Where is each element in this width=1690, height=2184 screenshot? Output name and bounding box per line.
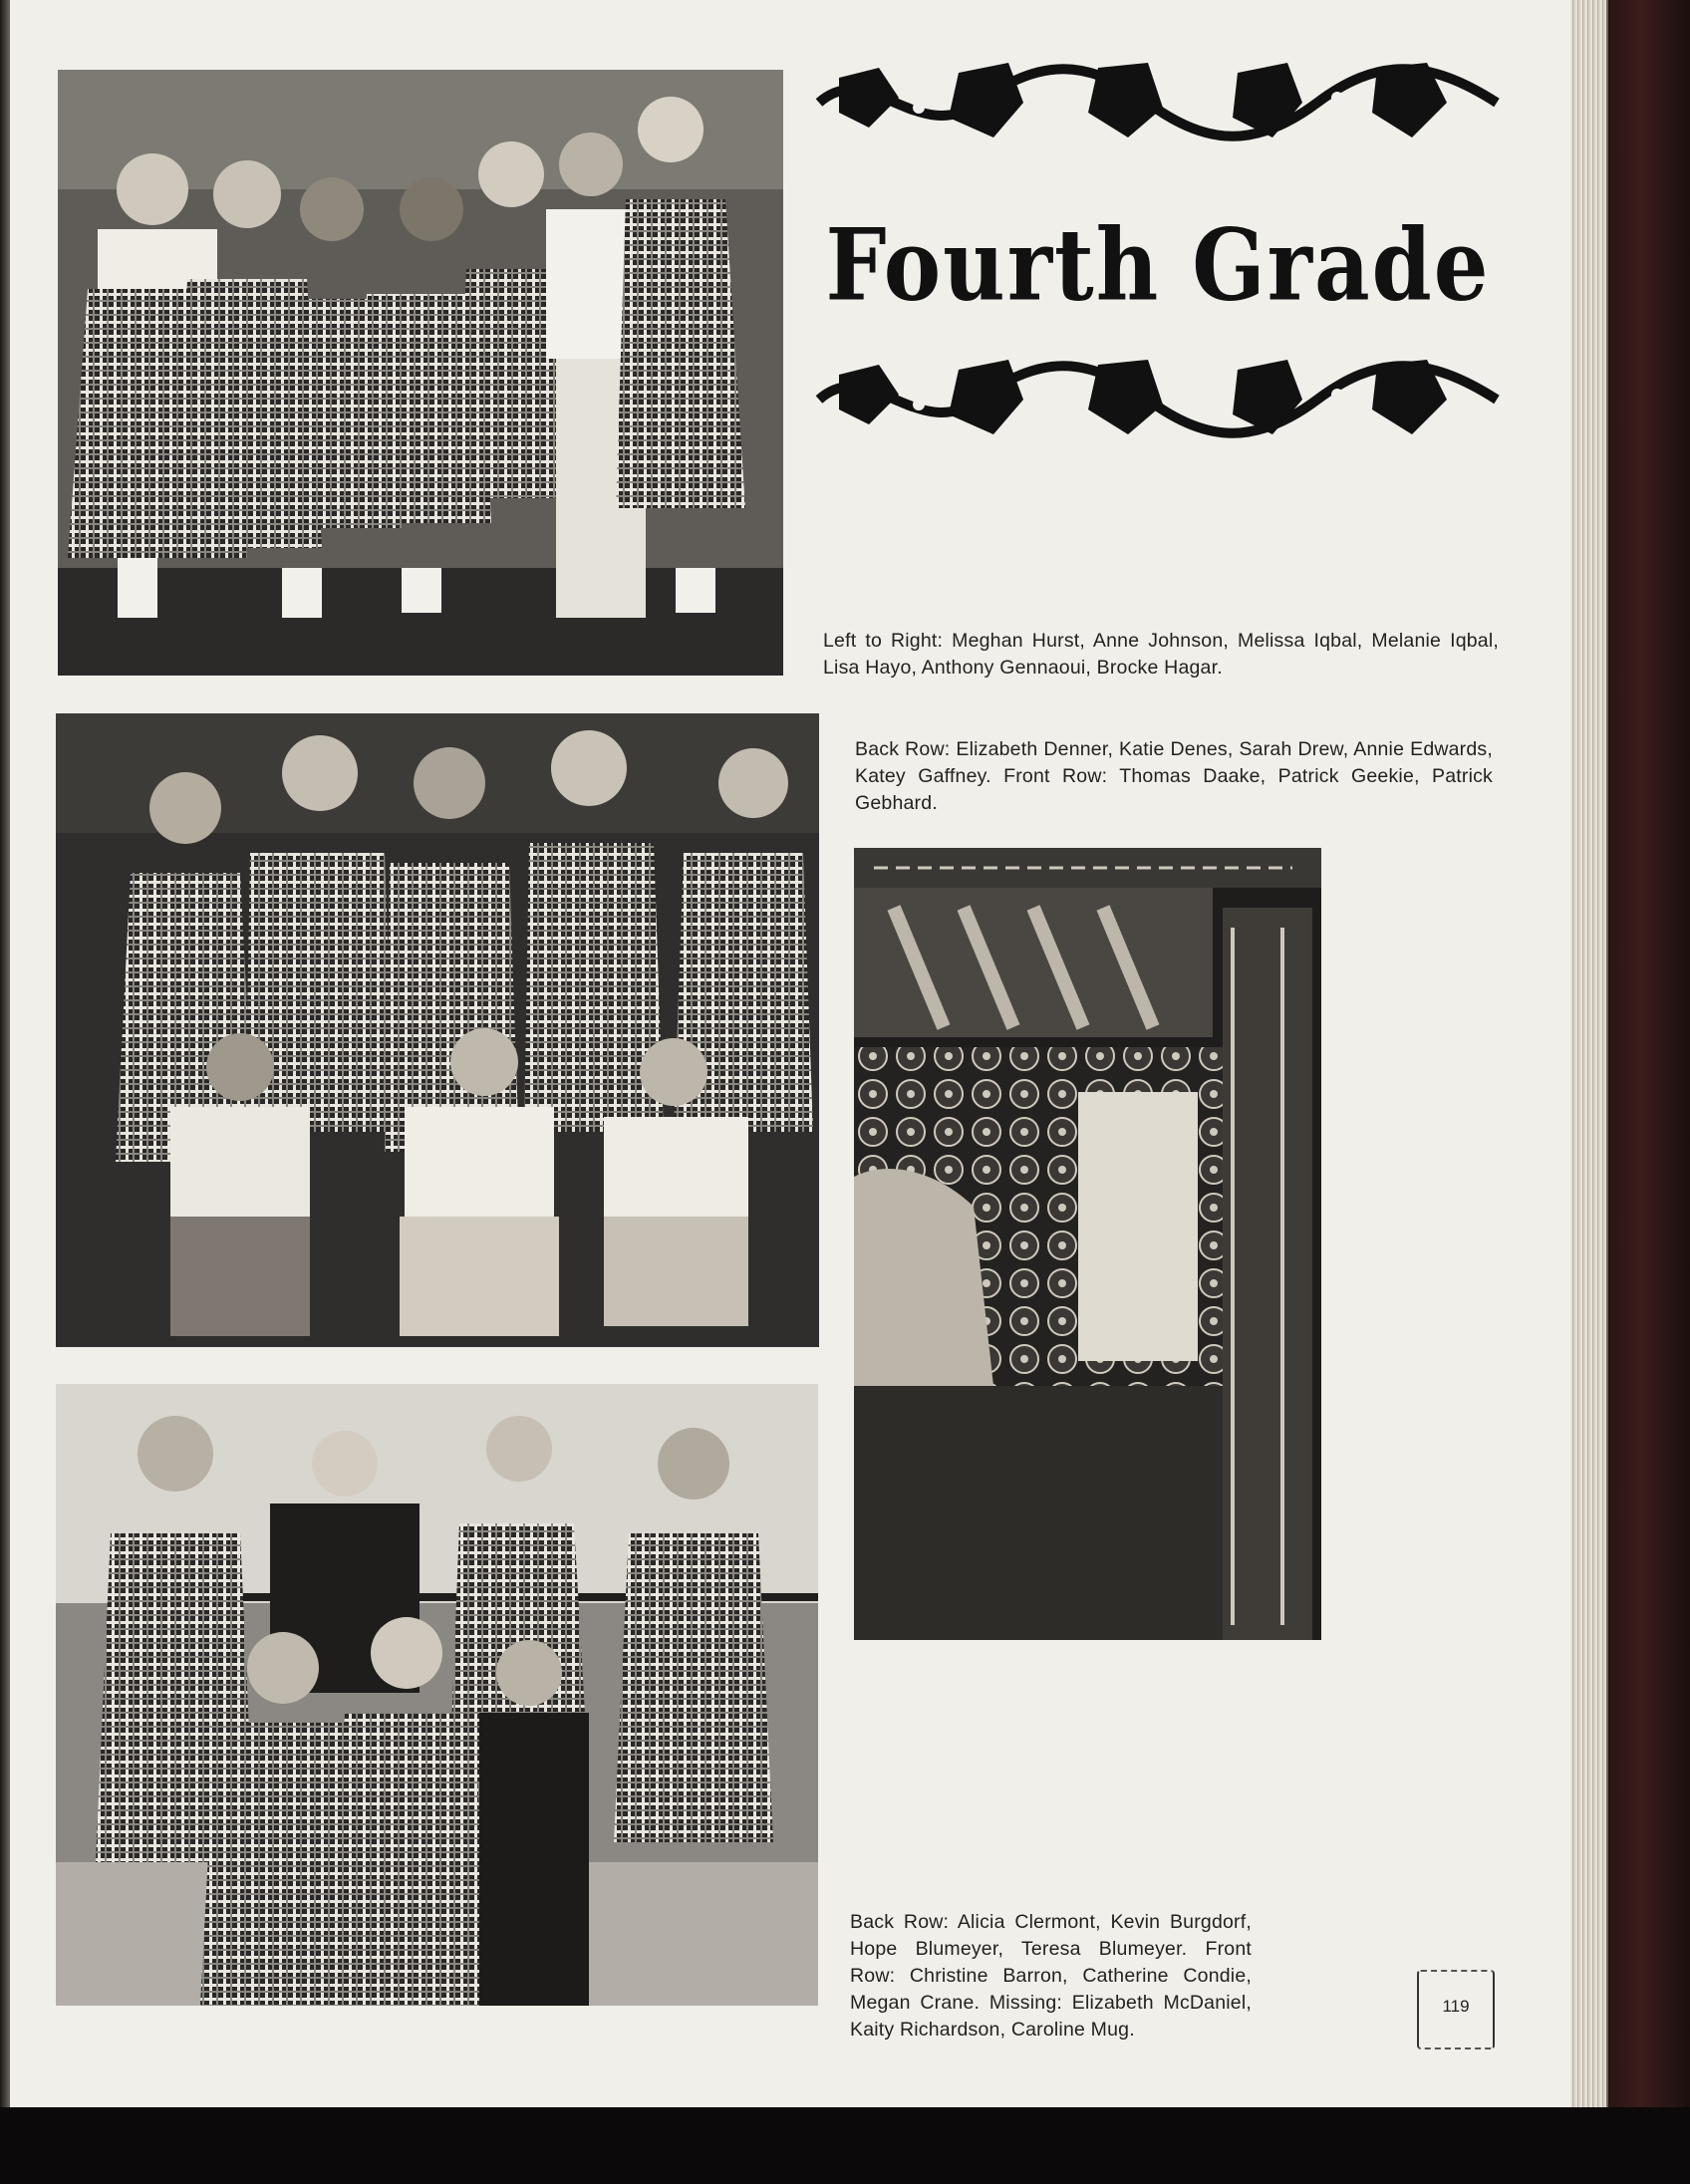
vine-ornament-top <box>809 58 1507 147</box>
page-edges <box>1570 0 1608 2112</box>
class-photo-2 <box>56 713 819 1347</box>
mural-image <box>854 848 1321 1640</box>
bottom-shadow <box>0 2107 1690 2184</box>
page-number: 119 <box>1442 1997 1470 2016</box>
page-number-box <box>1417 1970 1495 2049</box>
page-title: Fourth Grade <box>825 207 1491 324</box>
caption-photo-2: Back Row: Elizabeth Denner, Katie Denes, Sarah Drew, Annie Edwards, Katey Gaffney. Front Row: Thomas Daake, Patrick Geekie, Patrick Gebhard. <box>855 738 1493 814</box>
class-photo-3 <box>56 1384 818 2006</box>
binding-gutter <box>0 0 10 2107</box>
caption-photo-1: Left to Right: Meghan Hurst, Anne Johnson, Melissa Iqbal, Melanie Iqbal, Lisa Hayo, Anthony Gennaoui, Brocke Hagar. <box>823 630 1499 679</box>
vine-ornament-bottom <box>809 355 1507 444</box>
title-block <box>809 58 1507 456</box>
caption-photo-3: Back Row: Alicia Clermont, Kevin Burgdorf, Hope Blumeyer, Teresa Blumeyer. Front Row: Christine Barron, Catherine Condie, Megan Crane. Missing: Elizabeth McDaniel, Kaity Richardson, Caroline Mug. <box>850 1911 1252 2041</box>
book-cover <box>1608 0 1690 2184</box>
class-photo-1 <box>58 70 783 676</box>
